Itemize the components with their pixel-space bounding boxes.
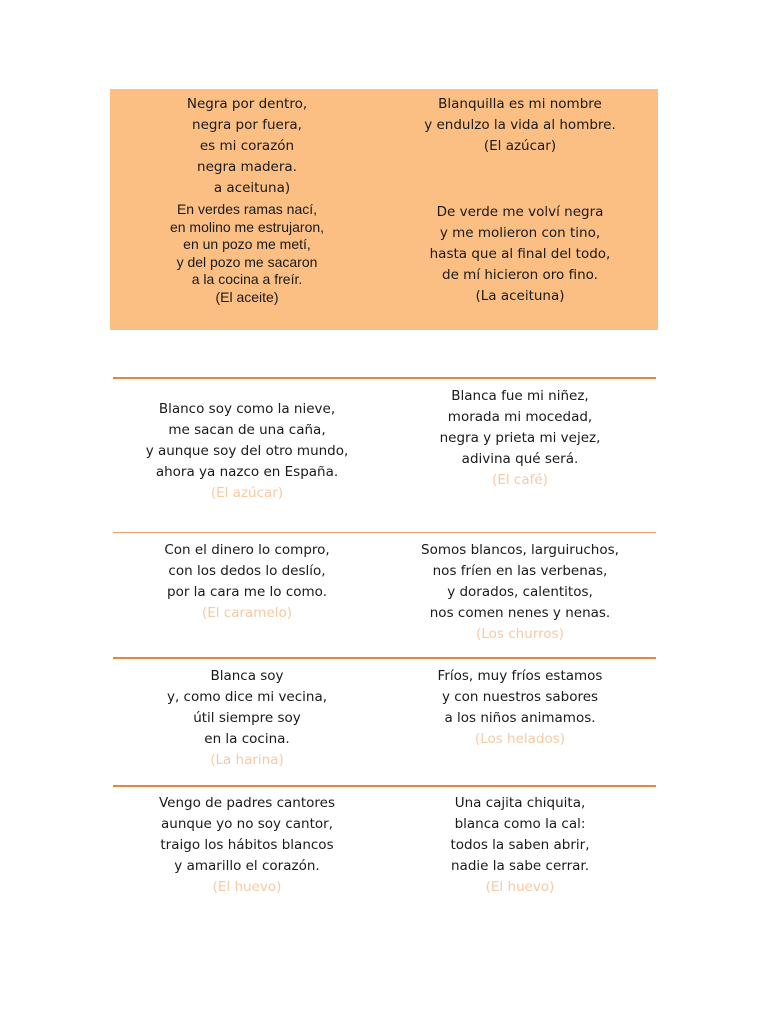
- poem-line: Una cajita chiquita,: [454, 795, 586, 811]
- riddle-answer: a aceituna): [213, 180, 291, 196]
- riddle-answer: (Los churros): [476, 626, 564, 642]
- riddle-answer: (El huevo): [485, 879, 555, 895]
- riddle-answer: (La aceituna): [475, 288, 565, 304]
- riddle-answer: (El café): [492, 472, 548, 488]
- riddle-answer: (El caramelo): [201, 605, 293, 621]
- poem-line: y me molieron con tino,: [439, 225, 601, 241]
- poem-line: Blanca soy: [210, 668, 284, 684]
- poem-line: Somos blancos, larguiruchos,: [421, 542, 619, 558]
- poem-line: Vengo de padres cantores: [158, 795, 336, 811]
- riddle-egg-right: [410, 793, 630, 898]
- riddle-coffee: [410, 386, 630, 491]
- poem-line: por la cara me lo como.: [167, 584, 327, 600]
- poem-line: y amarillo el corazón.: [174, 858, 320, 874]
- poem-line: a la cocina a freír.: [191, 271, 303, 287]
- poem-line: nos fríen en las verbenas,: [432, 563, 608, 579]
- riddle-candy: [137, 540, 357, 624]
- riddle-flour: [137, 666, 357, 771]
- divider: [113, 657, 656, 659]
- poem-line: Blanco soy como la nieve,: [158, 401, 336, 417]
- riddle-oil-box: [137, 201, 357, 306]
- poem-line: en la cocina.: [204, 731, 290, 747]
- riddle-answer: (La harina): [210, 752, 284, 768]
- riddle-olive-box: [137, 94, 357, 199]
- poem-line: hasta que al final del todo,: [429, 246, 611, 262]
- riddle-olive2-box: [410, 202, 630, 307]
- riddle-answer: (El huevo): [212, 879, 282, 895]
- poem-line: es mi corazón: [199, 138, 295, 154]
- divider: [113, 377, 656, 379]
- poem-line: útil siempre soy: [193, 710, 301, 726]
- poem-line: a los niños animamos.: [444, 710, 596, 726]
- poem-line: y del pozo me sacaron: [176, 253, 318, 270]
- poem-line: me sacan de una caña,: [168, 422, 326, 438]
- poem-line: Con el dinero lo compro,: [164, 542, 330, 558]
- riddle-churros: [410, 540, 630, 645]
- poem-line: negra madera.: [197, 159, 297, 175]
- poem-line: con los dedos lo deslío,: [168, 563, 326, 579]
- poem-line: blanca como la cal:: [454, 816, 586, 832]
- poem-line: En verdes ramas nací,: [176, 201, 318, 217]
- poem-line: nos comen nenes y nenas.: [429, 605, 611, 621]
- divider: [113, 532, 656, 533]
- riddle-egg-left: [137, 793, 357, 898]
- poem-line: y dorados, calentitos,: [447, 584, 593, 600]
- poem-line: de mí hicieron oro fino.: [442, 267, 598, 283]
- poem-line: morada mi mocedad,: [447, 409, 593, 425]
- riddle-answer: (Los helados): [474, 731, 566, 747]
- poem-line: Fríos, muy fríos estamos: [437, 668, 603, 684]
- riddle-sugar-box: [410, 94, 630, 157]
- poem-line: traigo los hábitos blancos: [160, 837, 334, 853]
- poem-line: en molino me estrujaron,: [169, 218, 325, 235]
- poem-line: todos la saben abrir,: [450, 837, 590, 853]
- riddle-answer: (El aceite): [215, 288, 279, 305]
- poem-line: Blanca fue mi niñez,: [451, 388, 589, 404]
- poem-line: y endulzo la vida al hombre.: [424, 117, 616, 133]
- poem-line: y aunque soy del otro mundo,: [145, 443, 349, 459]
- poem-line: negra por fuera,: [192, 117, 302, 133]
- poem-line: y, como dice mi vecina,: [166, 689, 328, 705]
- riddle-answer: (El azúcar): [483, 138, 557, 154]
- riddle-icecream: [410, 666, 630, 750]
- poem-line: Blanquilla es mi nombre: [438, 96, 602, 112]
- poem-line: ahora ya nazco en España.: [155, 464, 339, 480]
- riddle-sugar: [137, 399, 357, 504]
- poem-line: en un pozo me metí,: [183, 236, 311, 252]
- riddle-answer: (El azúcar): [210, 485, 284, 501]
- poem-line: adivina qué será.: [461, 451, 579, 467]
- poem-line: aunque yo no soy cantor,: [161, 816, 333, 832]
- poem-line: Negra por dentro,: [186, 96, 308, 112]
- poem-line: nadie la sabe cerrar.: [451, 858, 589, 874]
- poem-line: De verde me volví negra: [436, 204, 604, 220]
- poem-line: negra y prieta mi vejez,: [439, 430, 601, 446]
- poem-line: y con nuestros sabores: [441, 689, 599, 705]
- divider: [113, 785, 656, 787]
